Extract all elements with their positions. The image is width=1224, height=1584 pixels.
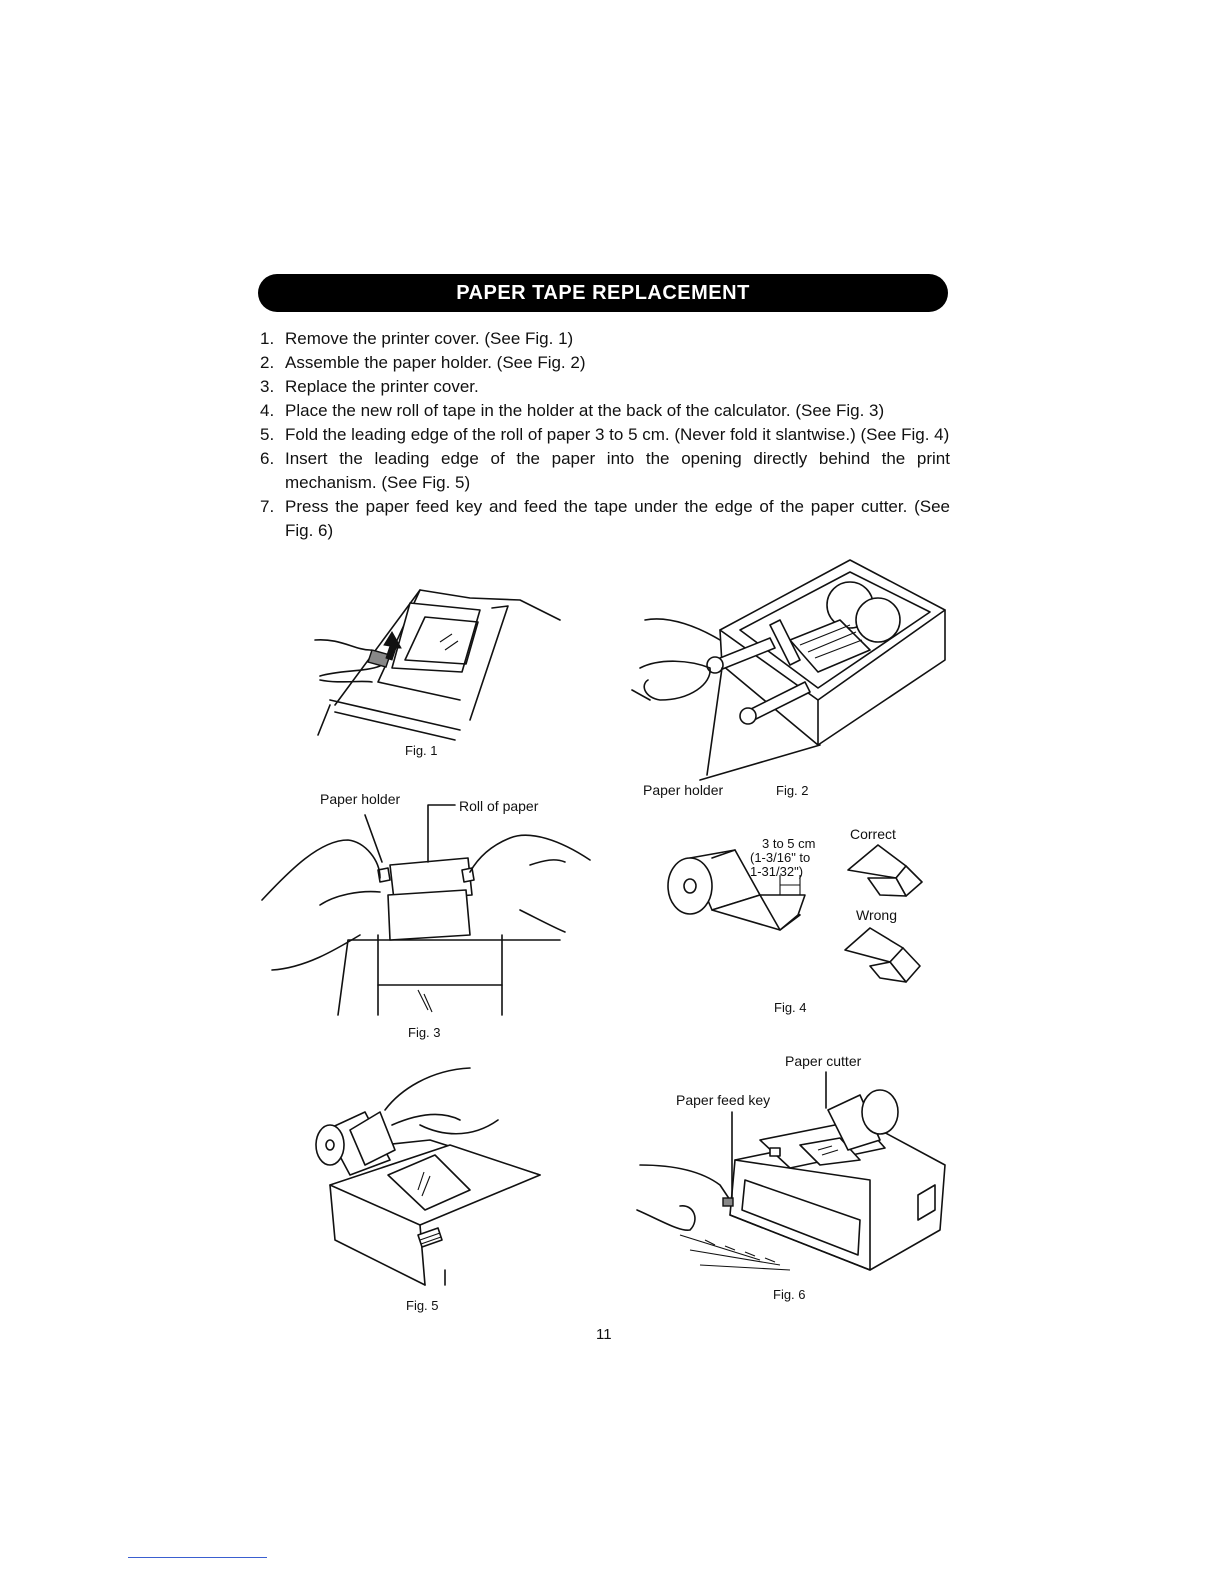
figure-3-illustration bbox=[262, 791, 590, 1015]
fig3-paper-holder-label: Paper holder bbox=[320, 791, 401, 807]
fig1-caption: Fig. 1 bbox=[405, 743, 438, 758]
step-text: Assemble the paper holder. (See Fig. 2) bbox=[285, 353, 586, 372]
figure-2-illustration bbox=[632, 560, 945, 798]
step-text: Fold the leading edge of the roll of paper 3 to 5 cm. (Never fold it slantwise.) (See Fig. 4) bbox=[285, 425, 950, 444]
fig4-measure-line2: (1-3/16" to bbox=[750, 850, 811, 865]
fig3-caption: Fig. 3 bbox=[408, 1025, 441, 1040]
step-number: 5. bbox=[260, 425, 275, 444]
step-number: 1. bbox=[260, 329, 275, 348]
step-text: Replace the printer cover. bbox=[285, 377, 479, 396]
fig6-cutter-label: Paper cutter bbox=[785, 1053, 862, 1069]
figure-4-illustration bbox=[668, 826, 922, 982]
fig4-caption: Fig. 4 bbox=[774, 1000, 807, 1015]
fig4-wrong-label: Wrong bbox=[856, 907, 897, 923]
figure-5-illustration bbox=[316, 1068, 540, 1285]
step-number: 3. bbox=[260, 377, 275, 396]
fig4-measure-line3: 1-31/32") bbox=[750, 864, 804, 879]
fig2-caption: Fig. 2 bbox=[776, 783, 809, 798]
fig3-roll-label: Roll of paper bbox=[459, 798, 539, 814]
step-number: 4. bbox=[260, 401, 275, 420]
fig4-measure-line1: 3 to 5 cm bbox=[762, 836, 816, 851]
step-number: 6. bbox=[260, 449, 275, 468]
fig4-correct-label: Correct bbox=[850, 826, 896, 842]
section-title: PAPER TAPE REPLACEMENT bbox=[456, 281, 750, 304]
step-text: Place the new roll of tape in the holder at the back of the calculator. (See Fig. 3) bbox=[285, 401, 885, 420]
step-text: Press the paper feed key and feed the tape under the edge of the paper cutter. (See Fig. 6) bbox=[285, 497, 950, 540]
fig5-caption: Fig. 5 bbox=[406, 1298, 439, 1313]
step-text: Remove the printer cover. (See Fig. 1) bbox=[285, 329, 574, 348]
footer-rule bbox=[128, 1557, 267, 1558]
figure-1-illustration bbox=[315, 590, 560, 740]
step-number: 7. bbox=[260, 497, 275, 516]
step-text: Insert the leading edge of the paper into the opening directly behind the print mechanism. (See Fig. 5) bbox=[285, 449, 950, 492]
fig6-caption: Fig. 6 bbox=[773, 1287, 806, 1302]
page-number: 11 bbox=[596, 1326, 612, 1343]
step-number: 2. bbox=[260, 353, 275, 372]
figure-6-illustration bbox=[637, 1053, 945, 1270]
fig6-feed-key-label: Paper feed key bbox=[676, 1092, 771, 1108]
fig2-paper-holder-label: Paper holder bbox=[643, 782, 724, 798]
